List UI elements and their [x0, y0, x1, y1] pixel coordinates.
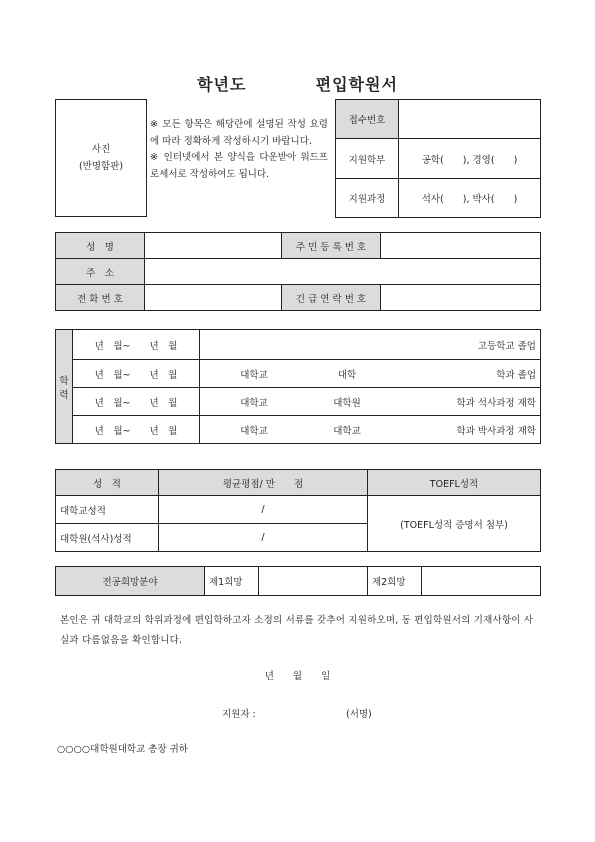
education-college[interactable]: 대학원 — [308, 388, 386, 416]
personal-info-table — [55, 232, 541, 311]
toefl-header: TOEFL성적 — [368, 470, 541, 496]
education-college[interactable]: 대학교 — [308, 416, 386, 444]
title-year-label: 학년도 — [197, 75, 247, 94]
notice — [150, 117, 328, 183]
notice-line-1: ※ 모든 항목은 해당란에 설명된 작성 요령에 따라 정확하게 작성하시기 바랍니다. — [150, 119, 328, 147]
education-school-type: 고등학교 졸업 — [477, 340, 536, 352]
applicant-label: 지원자 : — [222, 709, 256, 720]
emergency-phone-field[interactable] — [381, 285, 541, 311]
course-label: 지원과정 — [336, 179, 399, 218]
education-period[interactable]: 년 월~ 년 월 — [73, 330, 200, 360]
university-grade-label: 대학교성적 — [56, 496, 159, 524]
title-form-name: 편입학원서 — [315, 75, 398, 94]
grades-table — [55, 469, 541, 552]
education-university[interactable]: 대학교 — [200, 388, 309, 416]
major-label: 전공희망분야 — [56, 567, 205, 596]
date-line[interactable]: 년 월 일 — [264, 671, 331, 682]
university-gpa-field[interactable]: / — [159, 496, 368, 524]
education-status[interactable]: 학과 석사과정 재학 — [386, 388, 541, 416]
rrn-label: 주 민 등 록 번 호 — [282, 233, 381, 259]
education-table — [55, 329, 541, 444]
receipt-number-label: 접수번호 — [336, 100, 399, 139]
course-field[interactable]: 석사( ), 박사( ) — [399, 179, 541, 218]
department-label: 지원학부 — [336, 139, 399, 179]
addressee: ○○○○대학원대학교 총장 귀하 — [57, 744, 188, 755]
department-field[interactable]: 공학( ), 경영( ) — [399, 139, 541, 179]
receipt-number-field[interactable] — [399, 100, 541, 139]
emergency-phone-label: 긴 급 연 락 번 호 — [282, 285, 381, 311]
photo-label: 사진 — [91, 144, 111, 155]
education-period[interactable]: 년 월~ 년 월 — [73, 388, 200, 416]
address-label: 주 소 — [56, 259, 145, 285]
grades-header: 성 적 — [56, 470, 159, 496]
notice-line-2: ※ 인터넷에서 본 양식을 다운받아 워드프로세서로 작성하여도 됩니다. — [150, 152, 328, 180]
name-field[interactable] — [145, 233, 282, 259]
education-university[interactable]: 대학교 — [200, 360, 309, 388]
toefl-field[interactable]: (TOEFL성적 증명서 첨부) — [368, 496, 541, 552]
rrn-field[interactable] — [381, 233, 541, 259]
phone-label: 전 화 번 호 — [56, 285, 145, 311]
education-detail[interactable] — [200, 330, 541, 360]
signature-label[interactable]: (서명) — [346, 709, 372, 720]
photo-box — [55, 99, 147, 217]
page-title — [0, 72, 595, 95]
education-period[interactable]: 년 월~ 년 월 — [73, 416, 200, 444]
graduate-gpa-field[interactable]: / — [159, 524, 368, 552]
declaration-text: 본인은 귀 대학교의 학위과정에 편입학하고자 소정의 서류를 갖추어 지원하오며, 동 편입학원서의 기재사항이 사실과 다름없음을 확인합니다. — [60, 615, 534, 646]
education-college[interactable]: 대학 — [308, 360, 386, 388]
address-field[interactable] — [145, 259, 541, 285]
graduate-grade-label: 대학원(석사)성적 — [56, 524, 159, 552]
phone-field[interactable] — [145, 285, 282, 311]
name-label: 성 명 — [56, 233, 145, 259]
second-choice-field[interactable] — [422, 567, 541, 596]
admin-table — [335, 99, 541, 218]
education-status[interactable]: 학과 졸업 — [386, 360, 541, 388]
photo-size-label: (반명함판) — [78, 161, 124, 172]
education-side-label: 학력 — [56, 330, 73, 444]
first-choice-field[interactable] — [259, 567, 368, 596]
education-period[interactable]: 년 월~ 년 월 — [73, 360, 200, 388]
education-university[interactable]: 대학교 — [200, 416, 309, 444]
first-choice-label: 제1희망 — [205, 567, 259, 596]
gpa-header: 평균평점/ 만 점 — [159, 470, 368, 496]
major-table — [55, 566, 541, 596]
second-choice-label: 제2희망 — [368, 567, 422, 596]
education-status[interactable]: 학과 박사과정 재학 — [386, 416, 541, 444]
